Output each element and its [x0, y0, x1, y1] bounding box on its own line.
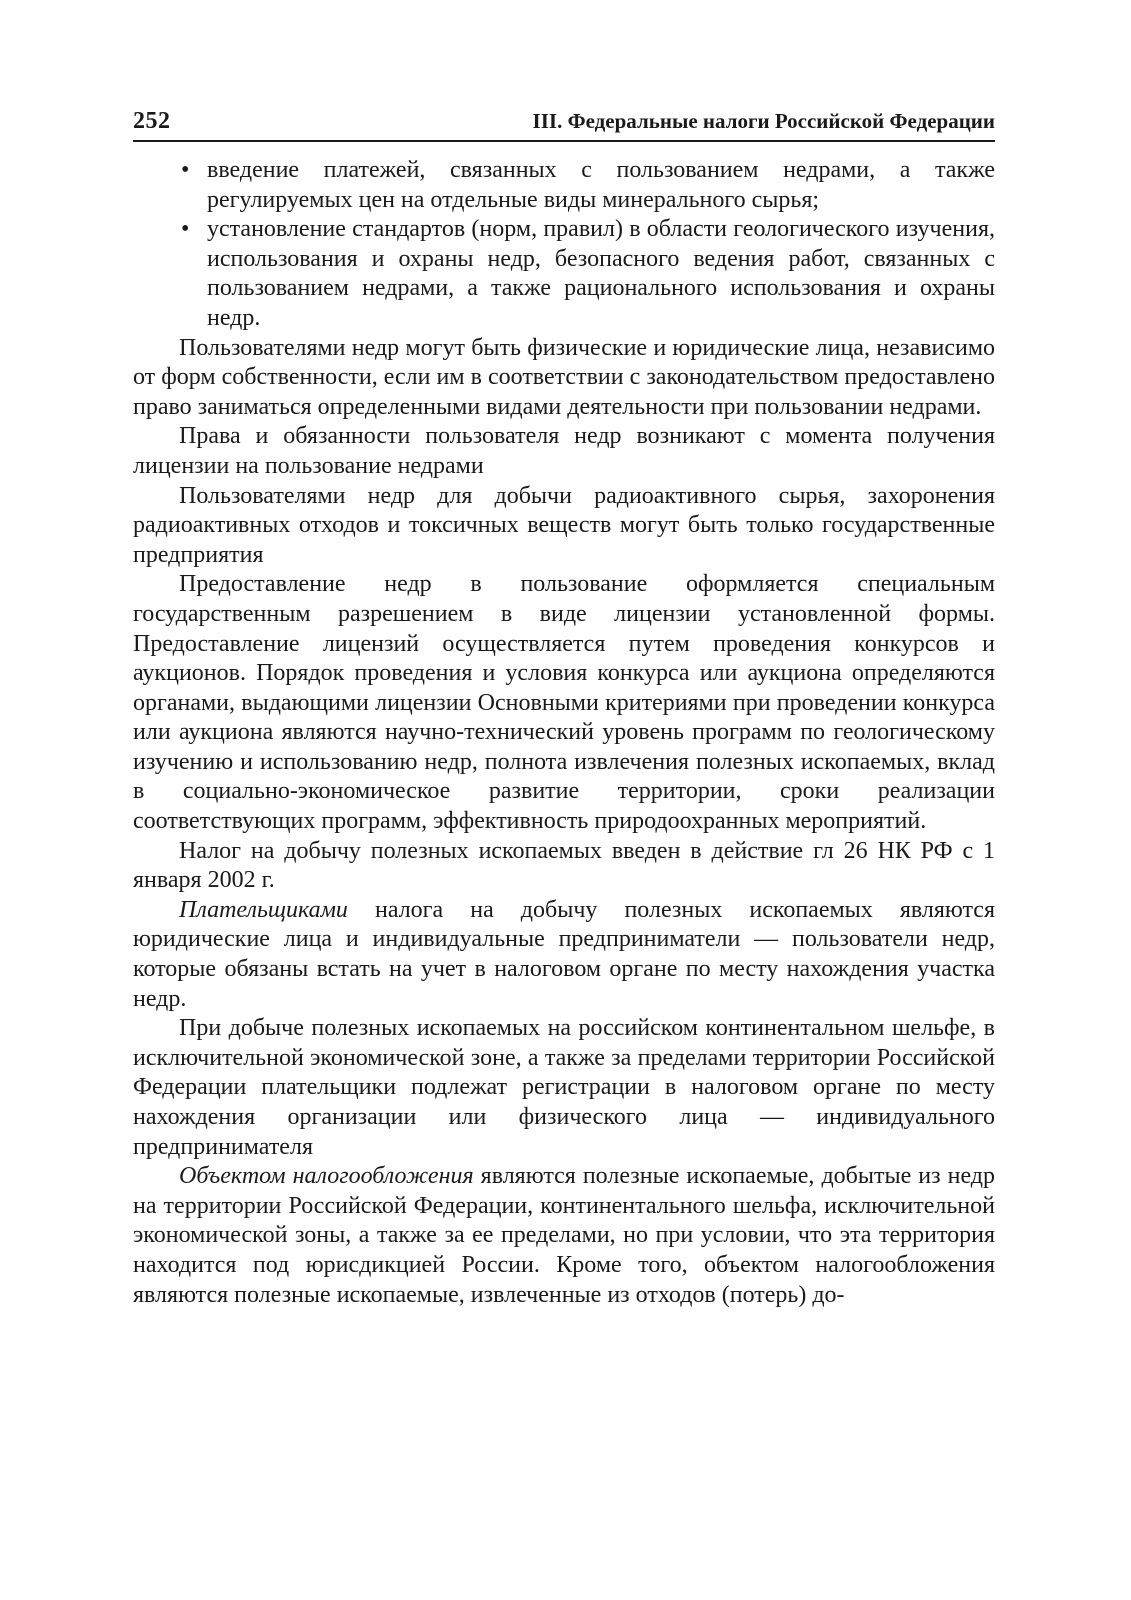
- paragraph: [133, 896, 995, 1014]
- paragraph: Права и обязанности пользователя недр возникают с момента получения лицензии на пользование недрами: [133, 423, 995, 479]
- page-number: 252: [133, 108, 171, 134]
- document-page: [133, 108, 995, 1310]
- bullet-item: • установление стандартов (норм, правил) в области геологического изучения, использования и охраны недр, безопасного ведения работ, связанных с пользованием недрами, а также рационального использования и охраны недр.: [181, 215, 995, 333]
- paragraph-text: налога на добычу полезных ископаемых являются юридические лица и индивидуальные предприниматели — пользователи недр, которые обязаны встать на учет в налоговом органе по месту нахождения участка недр.: [133, 896, 995, 1012]
- paragraph-text: являются полезные ископаемые, добытые из недр на территории Российской Федерации, континентального шельфа, исключительной экономической зоны, а также за ее пределами, но при условии, что эта территория находится под юрисдикцией России. Кроме того, объектом налогообложения являются полезные ископаемые, извлеченные из отходов (потерь) до-: [133, 1163, 995, 1308]
- italic-term: Объектом налогообложения: [179, 1163, 474, 1190]
- paragraph: Налог на добычу полезных ископаемых введен в действие гл 26 НК РФ с 1 января 2002 г.: [133, 837, 995, 894]
- running-title: III. Федеральные налоги Российской Федерации: [532, 109, 995, 133]
- page-content: [133, 156, 995, 1310]
- page-header: [133, 108, 995, 142]
- bullet-item: • введение платежей, связанных с пользованием недрами, а также регулируемых цен на отдельные виды минерального сырья;: [181, 156, 995, 215]
- italic-term: Плательщиками: [179, 896, 348, 923]
- paragraph: Пользователями недр могут быть физические и юридические лица, независимо от форм собственности, если им в соответствии с законодательством предоставлено право заниматься определенными видами деятельности при пользовании недрами.: [133, 334, 995, 420]
- paragraph: [133, 1162, 995, 1310]
- paragraph: Пользователями недр для добычи радиоактивного сырья, захоронения радиоактивных отходов и токсичных веществ могут быть только государственные предприятия: [133, 482, 995, 568]
- paragraph: При добыче полезных ископаемых на российском континентальном шельфе, в исключительной экономической зоне, а также за пределами территории Российской Федерации плательщики подлежат регистрации в налоговом органе по месту нахождения организации или физического лица — индивидуального предпринимателя: [133, 1015, 995, 1160]
- bullet-list: [133, 156, 995, 334]
- paragraph: Предоставление недр в пользование оформляется специальным государственным разрешением в виде лицензии установленной формы. Предоставление лицензий осуществляется путем проведения конкурсов и аукционов. Порядок проведения и условия конкурса или аукциона определяются органами, выдающими лицензии Основными критериями при проведении конкурса или аукциона являются научно-технический уровень программ по геологическому изучению и использованию недр, полнота извлечения полезных ископаемых, вклад в социально-экономическое развитие территории, сроки реализации соответствующих программ, эффективность природоохранных мероприятий.: [133, 571, 995, 835]
